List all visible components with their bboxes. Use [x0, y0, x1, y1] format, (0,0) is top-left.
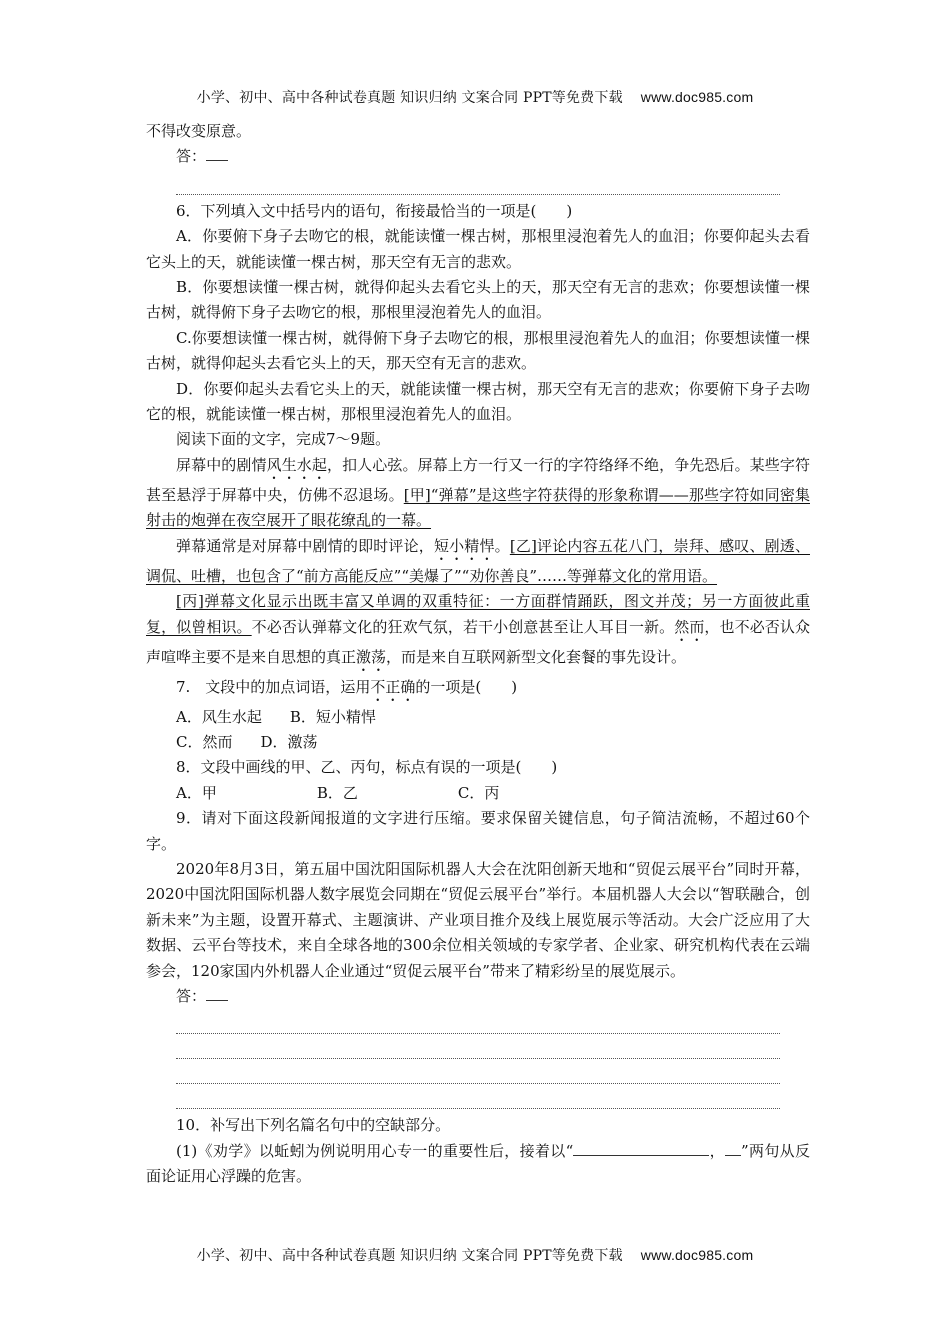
- q6-option-c: C.你要想读懂一棵古树，就得俯下身子去吻它的根，那根里浸泡着先人的血泪；你要想读懂一棵古树，就得仰起头去看它头上的天，那天空有无言的悲欢。: [146, 328, 810, 373]
- p3-text-a: 不必否认弹幕文化的狂欢气氛，若干小创意甚至让人耳目一新。: [251, 617, 675, 636]
- p1-text-b: ，扣人心弦。屏幕上方一行又一行的字符络绎不绝，争先恐后。某些字符甚至悬浮于屏幕中央，仿佛不忍退场。: [146, 455, 810, 504]
- passage-paragraph-2: [146, 534, 810, 589]
- q6-option-d: D．你要仰起头去看它头上的天，就能读懂一棵古树，那天空有无言的悲欢；你要俯下身子去吻它的根，就能读懂一棵古树，那根里浸泡着先人的血泪。: [146, 379, 810, 424]
- q9-answer-rule-4[interactable]: [176, 1084, 780, 1109]
- q9-stem: 9．请对下面这段新闻报道的文字进行压缩。要求保留关键信息，句子简洁流畅，不超过60个字。: [146, 809, 810, 853]
- page-header: [0, 87, 950, 107]
- q7-option-a: A．风生水起: [176, 707, 262, 726]
- q6-option-a: A．你要俯下身子去吻它的根，就能读懂一棵古树，那根里浸泡着先人的血泪；你要仰起头去看它头上的天，就能读懂一棵古树，那天空有无言的悲欢。: [146, 227, 810, 271]
- q9-news: 2020年8月3日，第五届中国沈阳国际机器人大会在沈阳创新天地和“贸促云展平台”同时开幕，2020中国沈阳国际机器人数字展览会同期在“贸促云展平台”举行。本届机器人大会以“智联融合，创新未来”为主题，设置开幕式、主题演讲、产业项目推介及线上展览展示等活动。大会广泛应用了大数据、云平台等技术，来自全球各地的300余位相关领域的专家学者、企业家、研究机构代表在云端参会，120家国内外机器人企业通过“贸促云展平台”带来了精彩纷呈的展览展示。: [146, 859, 810, 980]
- underlined-sentence-bing: [丙]弹幕文化显示出既丰富又单调的双重特征：一方面群情踊跃，图文并茂；另一方面彼此重复，似曾相识。: [146, 592, 810, 636]
- underlined-sentence-yi: [乙]评论内容五花八门，崇拜、感叹、剧透、调侃、吐槽，也包含了“前方高能反应”“美爆了”“劝你善良”……等弹幕文化的常用语。: [146, 536, 810, 585]
- p3-text-b: ，也不必否认众声喧哗主要不是来自思想的真正: [146, 617, 810, 666]
- q7-option-c: C．然而: [176, 732, 233, 751]
- p2-text-b: 。: [494, 536, 510, 555]
- dotted-word-4: 激荡: [356, 647, 387, 666]
- document-body: [146, 119, 810, 1190]
- dotted-word-2: 短小精悍: [433, 536, 495, 555]
- header-text: 小学、初中、高中各种试卷真题 知识归纳 文案合同 PPT等免费下载: [196, 90, 623, 106]
- q8-options: [146, 781, 810, 806]
- q8-option-a: A．甲: [176, 783, 217, 802]
- underlined-sentence-jia: [甲]“弹幕”是这些字符获得的形象称谓——那些字符如同密集射击的炮弹在夜空展开了眼花缭乱的一幕。: [146, 485, 810, 530]
- q10-stem: 10．补写出下列名篇名句中的空缺部分。: [176, 1116, 451, 1135]
- q7-option-b: B．短小精悍: [289, 707, 376, 726]
- q8-option-b: B．乙: [316, 783, 358, 802]
- q9-answer-rule-1[interactable]: [176, 1009, 780, 1034]
- q9-answer-label: 答：: [176, 986, 207, 1005]
- continuation-line: 不得改变原意。: [146, 122, 252, 140]
- q7-dotted: 不正确: [370, 677, 416, 696]
- q9-answer-line: [146, 984, 810, 1009]
- q7-stem-b: 的一项是( ): [415, 677, 518, 696]
- q8-option-c: C．丙: [457, 783, 500, 802]
- q7-options-row-2: [146, 730, 810, 755]
- q7-stem: [146, 675, 810, 705]
- q9-answer-rule-2[interactable]: [176, 1034, 780, 1059]
- q10-item-1: [146, 1139, 810, 1190]
- answer-blank[interactable]: [206, 146, 228, 161]
- q9-answer-rule-3[interactable]: [176, 1059, 780, 1084]
- page-footer: [0, 1245, 950, 1265]
- header-site: www.doc985.com: [640, 89, 754, 105]
- q7-option-d: D．激荡: [260, 732, 318, 751]
- passage-paragraph-3: [146, 589, 810, 674]
- p2-text-a: 弹幕通常是对屏幕中剧情的即时评论，: [176, 536, 434, 555]
- q8-stem: 8．文段中画线的甲、乙、丙句，标点有误的一项是( ): [176, 758, 558, 777]
- p3-text-c: ，而是来自互联网新型文化套餐的事先设计。: [386, 647, 687, 666]
- q7-options-row-1: [146, 705, 810, 730]
- p1-text-a: 屏幕中的剧情: [176, 455, 267, 474]
- q10-item1-comma: ，: [709, 1141, 725, 1160]
- answer-label: 答：: [176, 147, 207, 166]
- footer-text: 小学、初中、高中各种试卷真题 知识归纳 文案合同 PPT等免费下载: [196, 1248, 623, 1264]
- dotted-word-3: 然而: [674, 617, 705, 636]
- passage-intro: 阅读下面的文字，完成7～9题。: [176, 430, 391, 449]
- q9-answer-blank[interactable]: [206, 986, 228, 1001]
- footer-site: www.doc985.com: [640, 1247, 754, 1263]
- q10-blank-2[interactable]: [725, 1141, 741, 1156]
- q10-blank-1[interactable]: [573, 1141, 709, 1156]
- answer-line-top: [146, 144, 810, 169]
- answer-rule[interactable]: [176, 170, 780, 195]
- q10-item1-text-a: (1)《劝学》以蚯蚓为例说明用心专一的重要性后，接着以“: [176, 1141, 574, 1160]
- passage-paragraph-1: [146, 453, 810, 534]
- q7-stem-a: 7. 文段中的加点词语，运用: [176, 677, 371, 696]
- q6-stem: 6．下列填入文中括号内的语句，衔接最恰当的一项是( ): [176, 201, 573, 220]
- dotted-word-1: 风生水起: [266, 455, 327, 474]
- q10-item1-text-c: ”两句从反面论证用心浮躁的危害。: [146, 1141, 810, 1186]
- q6-option-b: B．你要想读懂一棵古树，就得仰起头去看它头上的天，那天空有无言的悲欢；你要想读懂一棵古树，就得俯下身子去吻它的根，那根里浸泡着先人的血泪。: [146, 278, 810, 322]
